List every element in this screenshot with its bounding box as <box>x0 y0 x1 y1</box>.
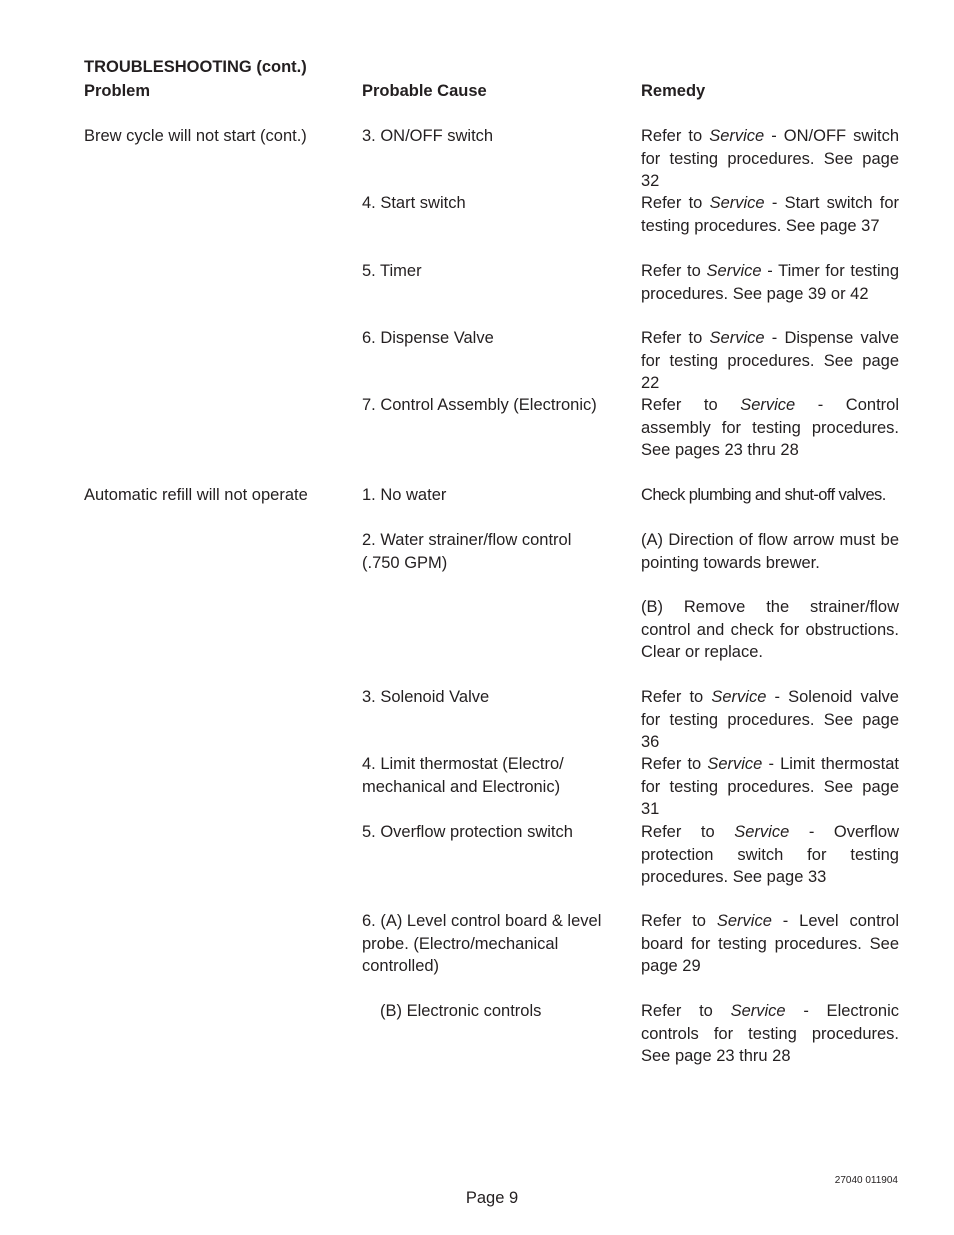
cause-text: 5. Overflow protection switch <box>362 823 573 841</box>
cause-text: 4. Limit thermostat (Electro/ mechanical and Electronic) <box>362 755 564 796</box>
remedy-post: - Timer for testing procedures. See page 39 or 42 <box>641 262 900 303</box>
remedy-pre: Refer to <box>641 1002 731 1020</box>
remedy-pre: Refer to <box>641 688 712 706</box>
remedy-pre: Refer to <box>641 329 710 347</box>
remedy-text: (A) Direction of flow arrow must be pointing towards brewer. <box>641 531 899 572</box>
remedy-pre: Refer to <box>641 194 710 212</box>
remedy-pre: Refer to <box>641 127 710 145</box>
cause-text: 3. ON/OFF switch <box>362 127 494 145</box>
remedy-post: - Control assembly for testing procedures. See pages 23 thru 28 <box>641 396 900 459</box>
remedy-post: - Solenoid valve for testing procedures. See page 36 <box>641 688 899 751</box>
section-title: TROUBLESHOOTING (cont.) <box>84 58 307 76</box>
remedy-service: Service <box>716 912 772 930</box>
remedy-service: Service <box>709 329 765 347</box>
remedy-pre: Refer to <box>641 755 708 773</box>
remedy-pre: Refer to <box>641 396 741 414</box>
remedy-text <box>641 192 899 237</box>
remedy-post: - Level control board for testing procedures. See page 29 <box>641 912 900 975</box>
cause-text: 3. Solenoid Valve <box>362 688 490 706</box>
page-number: Page 9 <box>465 1189 519 1207</box>
remedy-text <box>641 753 899 821</box>
header-probable-cause: Probable Cause <box>362 82 487 100</box>
remedy-service: Service <box>734 823 790 841</box>
remedy-pre: Refer to <box>641 262 707 280</box>
remedy-text <box>641 821 899 889</box>
remedy-text-b: (B) Remove the strainer/flow control and check for obstructions. Clear or replace. <box>641 598 899 661</box>
header-problem: Problem <box>84 82 151 100</box>
remedy-text <box>641 260 899 305</box>
cause-text: 7. Control Assembly (Electronic) <box>362 396 597 414</box>
remedy-post: - Overflow protection switch for testing procedures. See page 33 <box>641 823 900 886</box>
remedy-text <box>641 327 899 395</box>
cause-text: 6. Dispense Valve <box>362 329 494 347</box>
cause-text: (B) Electronic controls <box>380 1002 542 1020</box>
remedy-service: Service <box>711 688 767 706</box>
remedy-service: Service <box>707 755 763 773</box>
remedy-text <box>641 394 899 462</box>
remedy-post: - ON/OFF switch for testing procedures. See page 32 <box>641 127 899 190</box>
problem-text: Automatic refill will not operate <box>84 486 308 504</box>
remedy-text: Check plumbing and shut-off valves. <box>641 486 886 504</box>
remedy-text <box>641 125 899 193</box>
remedy-service: Service <box>709 194 765 212</box>
cause-text: 2. Water strainer/flow control (.750 GPM) <box>362 531 572 572</box>
remedy-text <box>641 1000 899 1068</box>
remedy-service: Service <box>709 127 765 145</box>
problem-text: Brew cycle will not start (cont.) <box>84 127 307 145</box>
remedy-post: - Electronic controls for testing procedures. See page 23 thru 28 <box>641 1002 900 1065</box>
remedy-pre: Refer to <box>641 823 735 841</box>
cause-text: 5. Timer <box>362 262 422 280</box>
remedy-pre: Refer to <box>641 912 717 930</box>
cause-text: 6. (A) Level control board & level probe. (Electro/mechanical controlled) <box>362 912 602 975</box>
remedy-post: - Dispense valve for testing procedures. See page 22 <box>641 329 899 392</box>
document-number: 27040 011904 <box>834 1175 898 1186</box>
remedy-post: - Start switch for testing procedures. See page 37 <box>641 194 900 235</box>
remedy-service: Service <box>740 396 796 414</box>
cause-text: 4. Start switch <box>362 194 466 212</box>
remedy-text <box>641 686 899 754</box>
remedy-text <box>641 910 899 978</box>
remedy-service: Service <box>730 1002 786 1020</box>
remedy-service: Service <box>706 262 762 280</box>
header-remedy: Remedy <box>641 82 706 100</box>
cause-text: 1. No water <box>362 486 447 504</box>
remedy-post: - Limit thermostat for testing procedures. See page 31 <box>641 755 899 818</box>
